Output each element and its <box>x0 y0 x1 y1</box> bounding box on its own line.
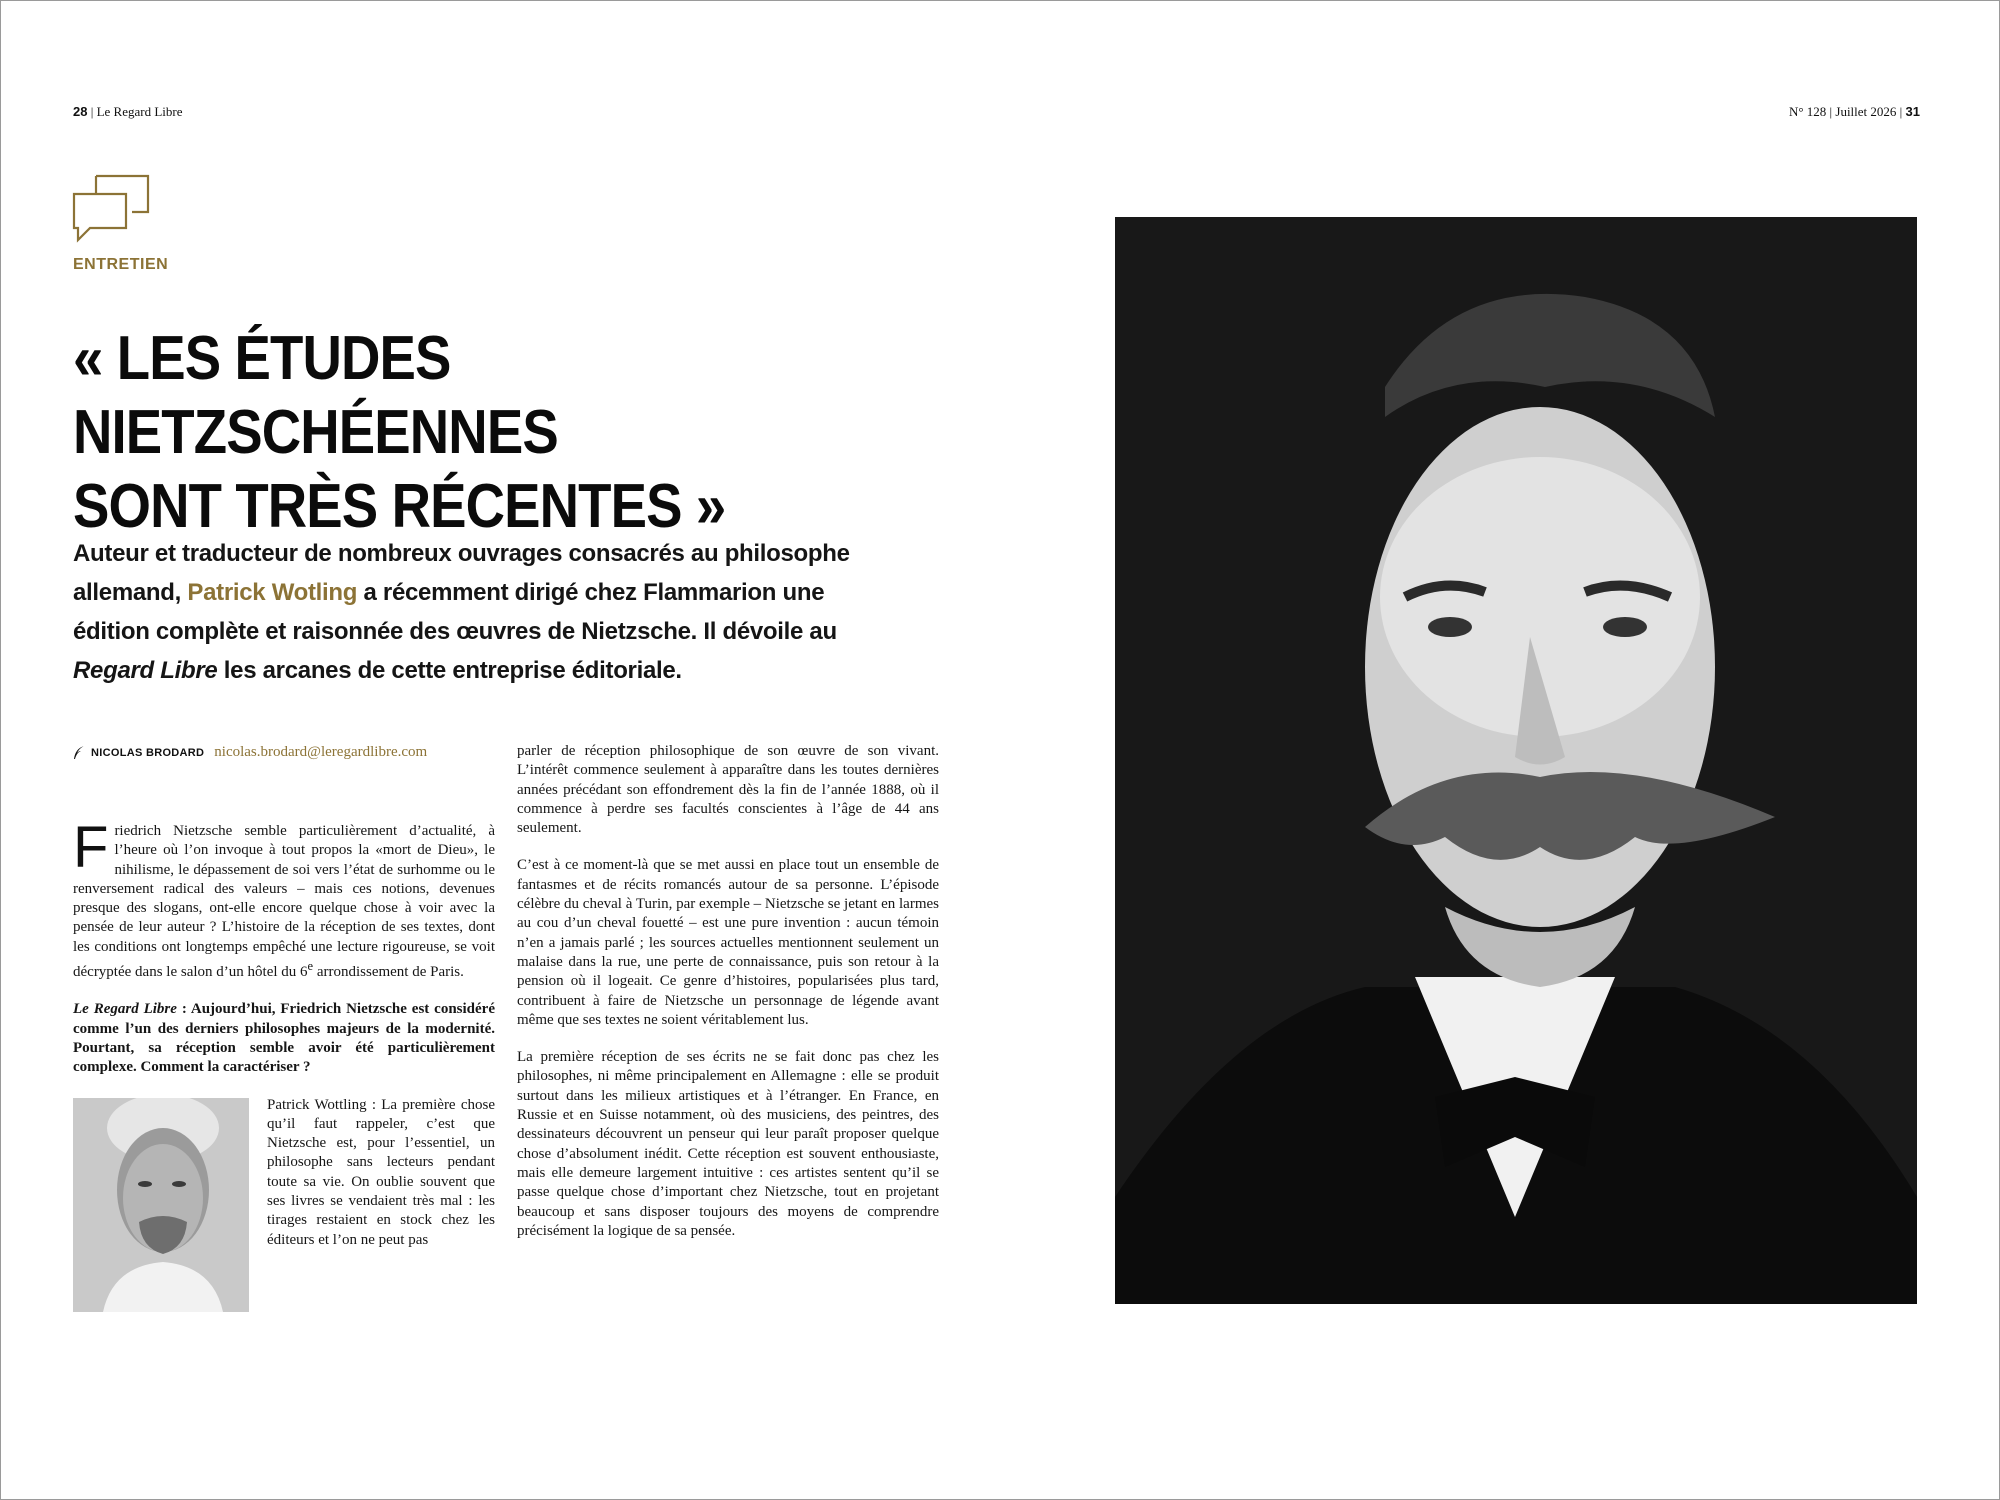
interviewee-name: Patrick Wotling <box>187 579 358 606</box>
interview-answer: Patrick Wottling : La première chose qu’il faut rappeler, c’est que Nietzsche est, pour l’essentiel, un philosophe sans lecteurs pendant toute sa vie. On oublie souvent que ses livres se vendaient très mal : les tirages restaient en stock chez les éditeurs et l’on ne peut pas <box>267 1096 495 1248</box>
body-paragraph-2: C’est à ce moment-là que se met aussi en place tout un ensemble de fantasmes et de récits romancés autour de sa personne. L’épisode célèbre du cheval à Turin, par exemple – Nietzsche se jetant en larmes au cou d’un cheval fouetté – est une pure invention : aucun témoin n’en a jamais parlé ; les sources actuelles mentionnent seulement un malaise dans la rue, une perte de connaissance, puis son retour à la pension où il logeait. Ce genre d’histoires, popularisées plus tard, contribuent à faire de Nietzsche un personnage de légende avant même que ses textes ne soient véritablement lus. <box>517 857 939 1028</box>
article-column-1 <box>73 815 495 1316</box>
folio-separator: | <box>1829 104 1833 119</box>
interview-question <box>73 1000 495 1077</box>
lead-publication: Regard Libre <box>73 657 218 684</box>
quill-icon <box>73 746 85 760</box>
author-email[interactable]: nicolas.brodard@leregardlibre.com <box>214 744 428 760</box>
author-name: NICOLAS BRODARD <box>91 746 205 759</box>
folio-separator: | <box>1899 104 1903 119</box>
interviewee-photo <box>73 1098 249 1312</box>
page-number-right: 31 <box>1905 104 1920 119</box>
intro-paragraph <box>73 815 495 982</box>
intro-text-end: arrondissement de Paris. <box>313 964 464 981</box>
drop-cap: F <box>73 815 109 880</box>
body-paragraph-1: parler de réception philosophique de son œuvre de son vivant. L’intérêt commence seulement à apparaître dans les toutes dernières années précédant son effondrement dès la fin de l’année 1888, où il commence à perdre ses facultés conscientes à l’âge de 44 ans seulement. <box>517 743 939 837</box>
answer-block <box>73 1096 495 1250</box>
issue-number: N° 128 <box>1788 104 1827 119</box>
body-paragraph-3: La première réception de ses écrits ne se fait donc pas chez les philosophes, ni même principalement en Allemagne : elle se produit surtout dans les milieux artistiques et à l’étranger. En France, en Russie et en Suisse notamment, où des musiciens, des peintres, des dessinateurs découvrent un penseur qui leur paraît proposer quelque chose d’absolument inédit. Cette réception est souvent enthousiaste, mais elle demeure largement intuitive : ces artistes sentent qu’il se passe quelque chose d’important chez Nietzsche, tout en projetant beaucoup et sans disposer toujours des moyens de comprendre précisément la logique de sa pensée. <box>517 1049 939 1239</box>
headline-line-2: SONT TRÈS RÉCENTES » <box>73 472 726 541</box>
folio-right <box>1789 104 1920 120</box>
question-text: : Aujourd’hui, Friedrich Nietzsche est considéré comme l’un des derniers philosophes majeurs de la modernité. Pourtant, sa réception semble avoir été particulièrement complexe. Comment la caractériser ? <box>73 1001 495 1076</box>
issue-date: Juillet 2026 <box>1835 104 1897 119</box>
page-number-left: 28 <box>73 104 88 119</box>
rubric-label: ENTRETIEN <box>73 256 169 273</box>
portrait-photo <box>1115 217 1917 1304</box>
headline-line-1: « LES ÉTUDES NIETZSCHÉENNES <box>73 324 558 467</box>
question-speaker: Le Regard Libre <box>73 1001 177 1018</box>
publication-name: Le Regard Libre <box>96 104 183 119</box>
folio-separator: | <box>90 104 94 119</box>
speech-bubbles-icon <box>72 172 152 244</box>
intro-text: riedrich Nietzsche semble particulièrement d’actualité, à l’heure où l’on invoque à tout propos la «mort de Dieu», le nihilisme, le dépassement de soi vers l’état de surhomme ou le renversement radical des valeurs – mais ces notions, devenues presque des slogans, ont-elle encore quelque chose à voir avec la pensée de leur auteur ? L’histoire de la réception de ses textes, dont les conditions ont longtemps empêché une lecture rigoureuse, se voit décryptée dans le salon d’un hôtel du 6 <box>73 823 495 981</box>
portrait-illustration <box>1115 217 1917 1304</box>
article-column-2 <box>517 742 939 1259</box>
lead-text-start: Auteur et traducteur de nombreux ouvrages consacrés au philosophe allemand, <box>73 540 850 606</box>
lead-text-middle: a récemment dirigé chez Flammarion une édition complète et raisonnée des œuvres de Nietzsche. Il dévoile au <box>73 579 837 645</box>
interviewee-portrait-illustration <box>73 1098 249 1312</box>
folio-left <box>73 104 182 120</box>
article-lead <box>73 534 893 690</box>
lead-text-end: les arcanes de cette entreprise éditoriale. <box>217 657 682 684</box>
ordinal-suffix: e <box>307 959 314 974</box>
article-headline <box>73 322 865 544</box>
byline <box>73 744 427 761</box>
